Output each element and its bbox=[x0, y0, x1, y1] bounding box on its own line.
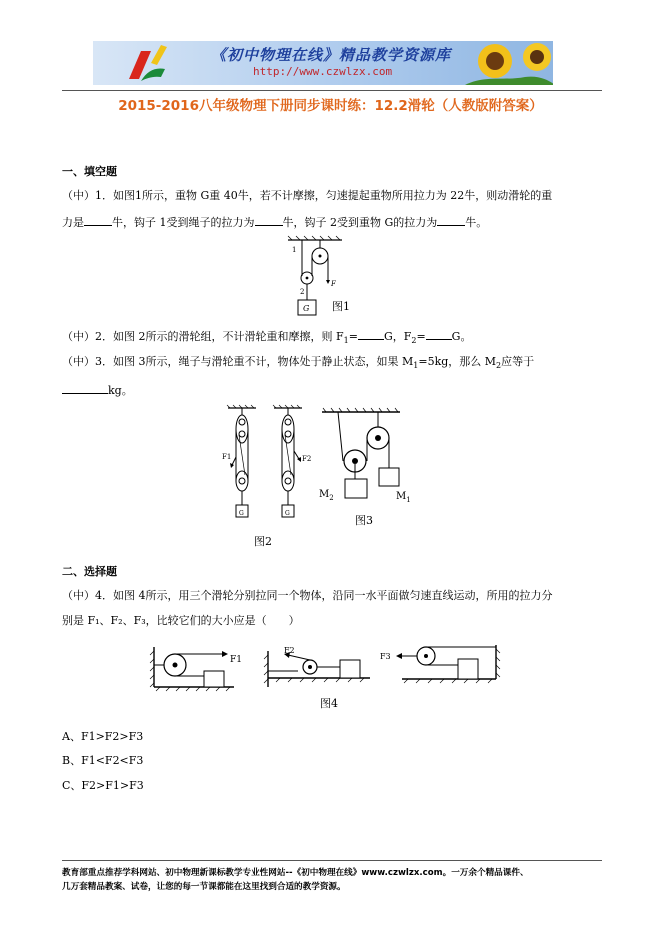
page-title: 2015-2016八年级物理下册同步课时练：12.2滑轮（人教版附答案） bbox=[118, 98, 543, 114]
section-heading-choice: 二、选择题 bbox=[62, 565, 117, 578]
answer-blank[interactable] bbox=[437, 215, 465, 226]
option-b[interactable]: B、F1<F2<F3 bbox=[62, 754, 144, 767]
figure-1-label-hook1: 1 bbox=[292, 246, 297, 254]
figure-1-label-weight: G bbox=[303, 304, 310, 313]
site-logo-icon bbox=[121, 41, 171, 85]
figure-4-label-f1: F1 bbox=[230, 655, 242, 665]
figure-2-pulley-system bbox=[222, 405, 322, 520]
figure-2-caption: 图2 bbox=[254, 535, 272, 548]
question-1-line1: （中）1．如图1所示，重物 G重 40牛，若不计摩擦，匀速提起重物所用拉力为 22牛，则动滑轮的重 bbox=[62, 189, 553, 202]
figure-2-label-g-right: G bbox=[285, 510, 290, 517]
question-2: （中）2．如图 2所示的滑轮组，不计滑轮重和摩擦，则 $F_1= G$，$F_2= G$。 bbox=[62, 330, 472, 346]
header-rule bbox=[62, 90, 602, 91]
section-heading-fill: 一、填空题 bbox=[62, 165, 117, 178]
figure-3-pulley-masses bbox=[322, 405, 414, 501]
sunflower-icon bbox=[465, 41, 553, 85]
question-3-line1: （中）3．如图 3所示，绳子与滑轮重不计，物体处于静止状态，如果 $M_1=5kg$，那么 $M_2$应等于 bbox=[62, 355, 535, 371]
figure-2-label-f2: F2 bbox=[302, 455, 312, 463]
figure-1-label-hook2: 2 bbox=[300, 288, 305, 296]
figure-4-label-f3: F3 bbox=[380, 652, 391, 661]
figure-3-label-m1: $M_1$ bbox=[396, 491, 411, 504]
figure-4-horizontal-pulleys bbox=[150, 645, 500, 691]
figure-3-caption: 图3 bbox=[355, 514, 373, 527]
option-c[interactable]: C、F2>F1>F3 bbox=[62, 779, 144, 792]
footer-line1: 教育部重点推荐学科网站、初中物理新课标教学专业性网站--《初中物理在线》www.czwlzx.com。一万余个精品课件、 bbox=[62, 868, 529, 878]
question-1-line2: 力是 牛，钩子 1受到绳子的拉力为 牛，钩子 2受到重物 G的拉力为 牛。 bbox=[62, 216, 488, 229]
footer bbox=[62, 866, 622, 894]
question-3-line2: kg。 bbox=[62, 383, 133, 398]
answer-blank[interactable] bbox=[84, 215, 112, 226]
figure-1-label-force: F bbox=[331, 280, 336, 288]
question-4-line1: （中）4．如图 4所示，用三个滑轮分别拉同一个物体，沿同一水平面做匀速直线运动，所用的拉力分 bbox=[62, 589, 553, 602]
footer-line2: 几万套精品教案、试卷，让您的每一节课都能在这里找到合适的教学资源。 bbox=[62, 882, 346, 892]
answer-blank[interactable] bbox=[358, 329, 384, 340]
figure-2-label-f1: F1 bbox=[222, 453, 232, 461]
footer-rule bbox=[62, 860, 602, 861]
answer-blank[interactable] bbox=[426, 329, 452, 340]
figure-4-caption: 图4 bbox=[320, 697, 338, 710]
option-a[interactable]: A、F1>F2>F3 bbox=[62, 730, 144, 743]
banner-url: http://www.czwlzx.com bbox=[253, 65, 393, 78]
banner-title: 《初中物理在线》精品教学资源库 bbox=[211, 46, 452, 64]
figure-3-label-m2: $M_2$ bbox=[319, 489, 334, 502]
figure-4-label-f2: F2 bbox=[284, 646, 295, 655]
figure-1-caption: 图1 bbox=[332, 300, 350, 313]
answer-blank[interactable] bbox=[62, 383, 108, 394]
figure-2-label-g-left: G bbox=[239, 510, 244, 517]
header-banner bbox=[93, 41, 553, 85]
question-4-line2: 别是 F₁、F₂、F₃，比较它们的大小应是（ ） bbox=[62, 614, 300, 627]
answer-blank[interactable] bbox=[255, 215, 283, 226]
